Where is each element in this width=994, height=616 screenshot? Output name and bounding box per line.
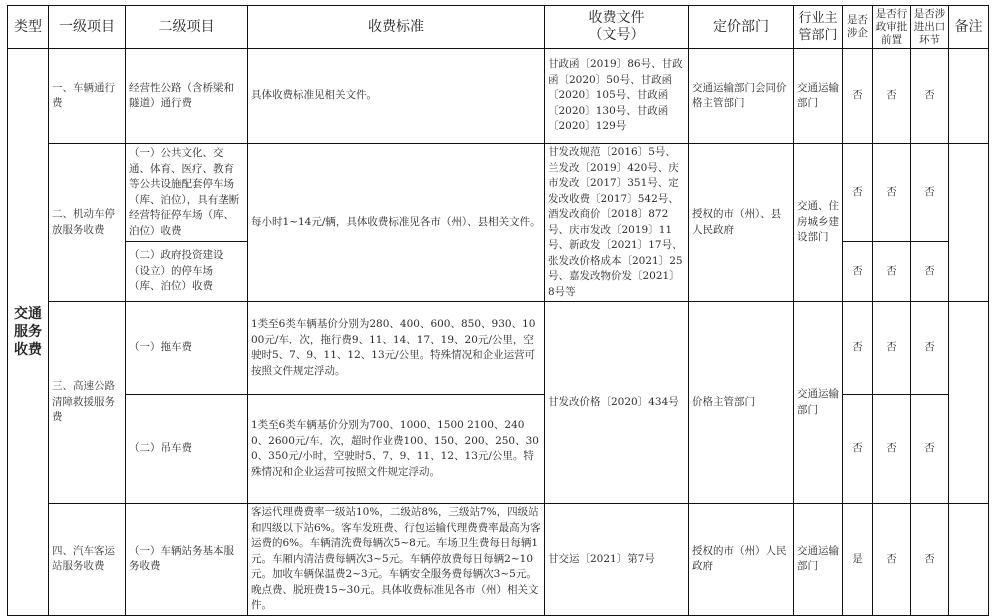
level2-cell: （一）拖车费 [126, 302, 248, 395]
level1-cell: 三、高速公路清障救援服务费 [49, 302, 126, 504]
header-pricing-dept: 定价部门 [689, 6, 794, 49]
header-import-export: 是否涉进出口环节 [911, 6, 949, 49]
fee-schedule-table [7, 5, 989, 616]
header-level2: 二级项目 [126, 6, 248, 49]
header-document-line2: （文号） [588, 27, 645, 43]
involves-enterprise-cell: 否 [843, 144, 873, 242]
remarks-cell [949, 144, 989, 302]
remarks-cell [949, 302, 989, 504]
import-export-cell: 否 [911, 49, 949, 144]
table-row [8, 302, 989, 395]
admin-approval-cell: 否 [873, 395, 911, 504]
pricing-dept-cell: 授权的市（州）人民政府 [689, 504, 794, 616]
header-industry-dept: 行业主管部门 [794, 6, 843, 49]
level1-cell: 一、车辆通行费 [49, 49, 126, 144]
admin-approval-cell: 否 [873, 504, 911, 616]
level2-cell: （二）政府投资建设（设立）的停车场（库、泊位）收费 [126, 242, 248, 302]
level2-cell: （二）吊车费 [126, 395, 248, 504]
document-cell: 甘交运〔2021〕第7号 [545, 504, 689, 616]
standard-cell: 具体收费标准见相关文件。 [248, 49, 545, 144]
table-row [8, 144, 989, 242]
header-involves-enterprise: 是否涉企 [843, 6, 873, 49]
fee-schedule-sheet [7, 5, 989, 616]
involves-enterprise-cell: 否 [843, 49, 873, 144]
header-document-line1: 收费文件 [588, 10, 645, 26]
involves-enterprise-cell: 否 [843, 242, 873, 302]
header-document [545, 6, 689, 49]
header-remarks: 备注 [949, 6, 989, 49]
industry-dept-cell: 交通、住房城乡建设部门 [794, 144, 843, 302]
pricing-dept-cell: 交通运输部门会同价格主管部门 [689, 49, 794, 144]
standard-cell: 每小时1~14元/辆，具体收费标准见各市（州）、县相关文件。 [248, 144, 545, 302]
involves-enterprise-cell: 否 [843, 302, 873, 395]
import-export-cell: 否 [911, 302, 949, 395]
level2-cell: （一）车辆站务基本服务收费 [126, 504, 248, 616]
admin-approval-cell: 否 [873, 144, 911, 242]
level1-cell: 四、汽车客运站服务收费 [49, 504, 126, 616]
header-standard: 收费标准 [248, 6, 545, 49]
industry-dept-cell: 交通运输部门 [794, 504, 843, 616]
document-cell: 甘发改规范〔2016〕5号、兰发改〔2019〕420号、庆市发改〔2017〕351号、定发改收费〔2017〕542号、酒发改商价〔2018〕872号、庆市发改〔2019〕11号、新政发〔2021〕17号、张发改价格成本〔2021〕25号、嘉发改物价发〔2021〕8号等 [545, 144, 689, 302]
table-row [8, 504, 989, 616]
standard-cell: 1类至6类车辆基价分别为280、400、600、850、930、1000元/车．次，拖行费9、11、14、17、19、20元/公里，空驶时5、7、9、11、12、13元/公里。特殊情况和企业运营可按照文件规定浮动。 [248, 302, 545, 395]
header-type: 类型 [8, 6, 49, 49]
admin-approval-cell: 否 [873, 49, 911, 144]
standard-cell: 1类至6类车辆基价分别为700、1000、1500 2100、2400、2600元/车．次，超时作业费100、150、200、250、300、350元/小时，空驶时5、7、9、11、12、13元/公里。特殊情况和企业运营可按照文件规定浮动。 [248, 395, 545, 504]
import-export-cell: 否 [911, 395, 949, 504]
industry-dept-cell: 交通运输部门 [794, 49, 843, 144]
pricing-dept-cell: 授权的市（州）、县人民政府 [689, 144, 794, 302]
admin-approval-cell: 否 [873, 302, 911, 395]
document-cell: 甘发改价格〔2020〕434号 [545, 302, 689, 504]
remarks-cell [949, 49, 989, 144]
involves-enterprise-cell: 否 [843, 395, 873, 504]
import-export-cell: 否 [911, 242, 949, 302]
level2-cell: （一）公共文化、交通、体育、医疗、教育等公共设施配套停车场（库、泊位），具有垄断经营特征停车场（库、泊位）收费 [126, 144, 248, 242]
admin-approval-cell: 否 [873, 242, 911, 302]
table-row [8, 49, 989, 144]
header-admin-approval: 是否行政审批前置 [873, 6, 911, 49]
header-level1: 一级项目 [49, 6, 126, 49]
involves-enterprise-cell: 是 [843, 504, 873, 616]
standard-cell: 客运代理费费率一级站10%，二级站8%，三级站7%，四级站和四级以下站6%。客车发班费、行包运输代理费费率最高为客运费的6%。车辆清洗费每辆次5~8元。车场卫生费每日每辆1元。车厢内清洁费每辆次3~5元。车辆停放费每日每辆2~10元。加收车辆保温费2~3元。车辆安全服务费每辆次3~5元。晚点费、脱班费15~30元。具体收费标准见各市（州）相关文件。 [248, 504, 545, 616]
import-export-cell: 否 [911, 504, 949, 616]
level2-cell: 经营性公路（含桥梁和隧道）通行费 [126, 49, 248, 144]
type-cell: 交通服务收费 [8, 49, 49, 616]
remarks-cell [949, 504, 989, 616]
pricing-dept-cell: 价格主管部门 [689, 302, 794, 504]
header-row [8, 6, 989, 49]
document-cell: 甘政函〔2019〕86号、甘政函〔2020〕50号、甘政函〔2020〕105号、甘政函〔2020〕130号、甘政函〔2020〕129号 [545, 49, 689, 144]
industry-dept-cell: 交通运输部门 [794, 302, 843, 504]
level1-cell: 二、机动车停放服务收费 [49, 144, 126, 302]
import-export-cell: 否 [911, 144, 949, 242]
